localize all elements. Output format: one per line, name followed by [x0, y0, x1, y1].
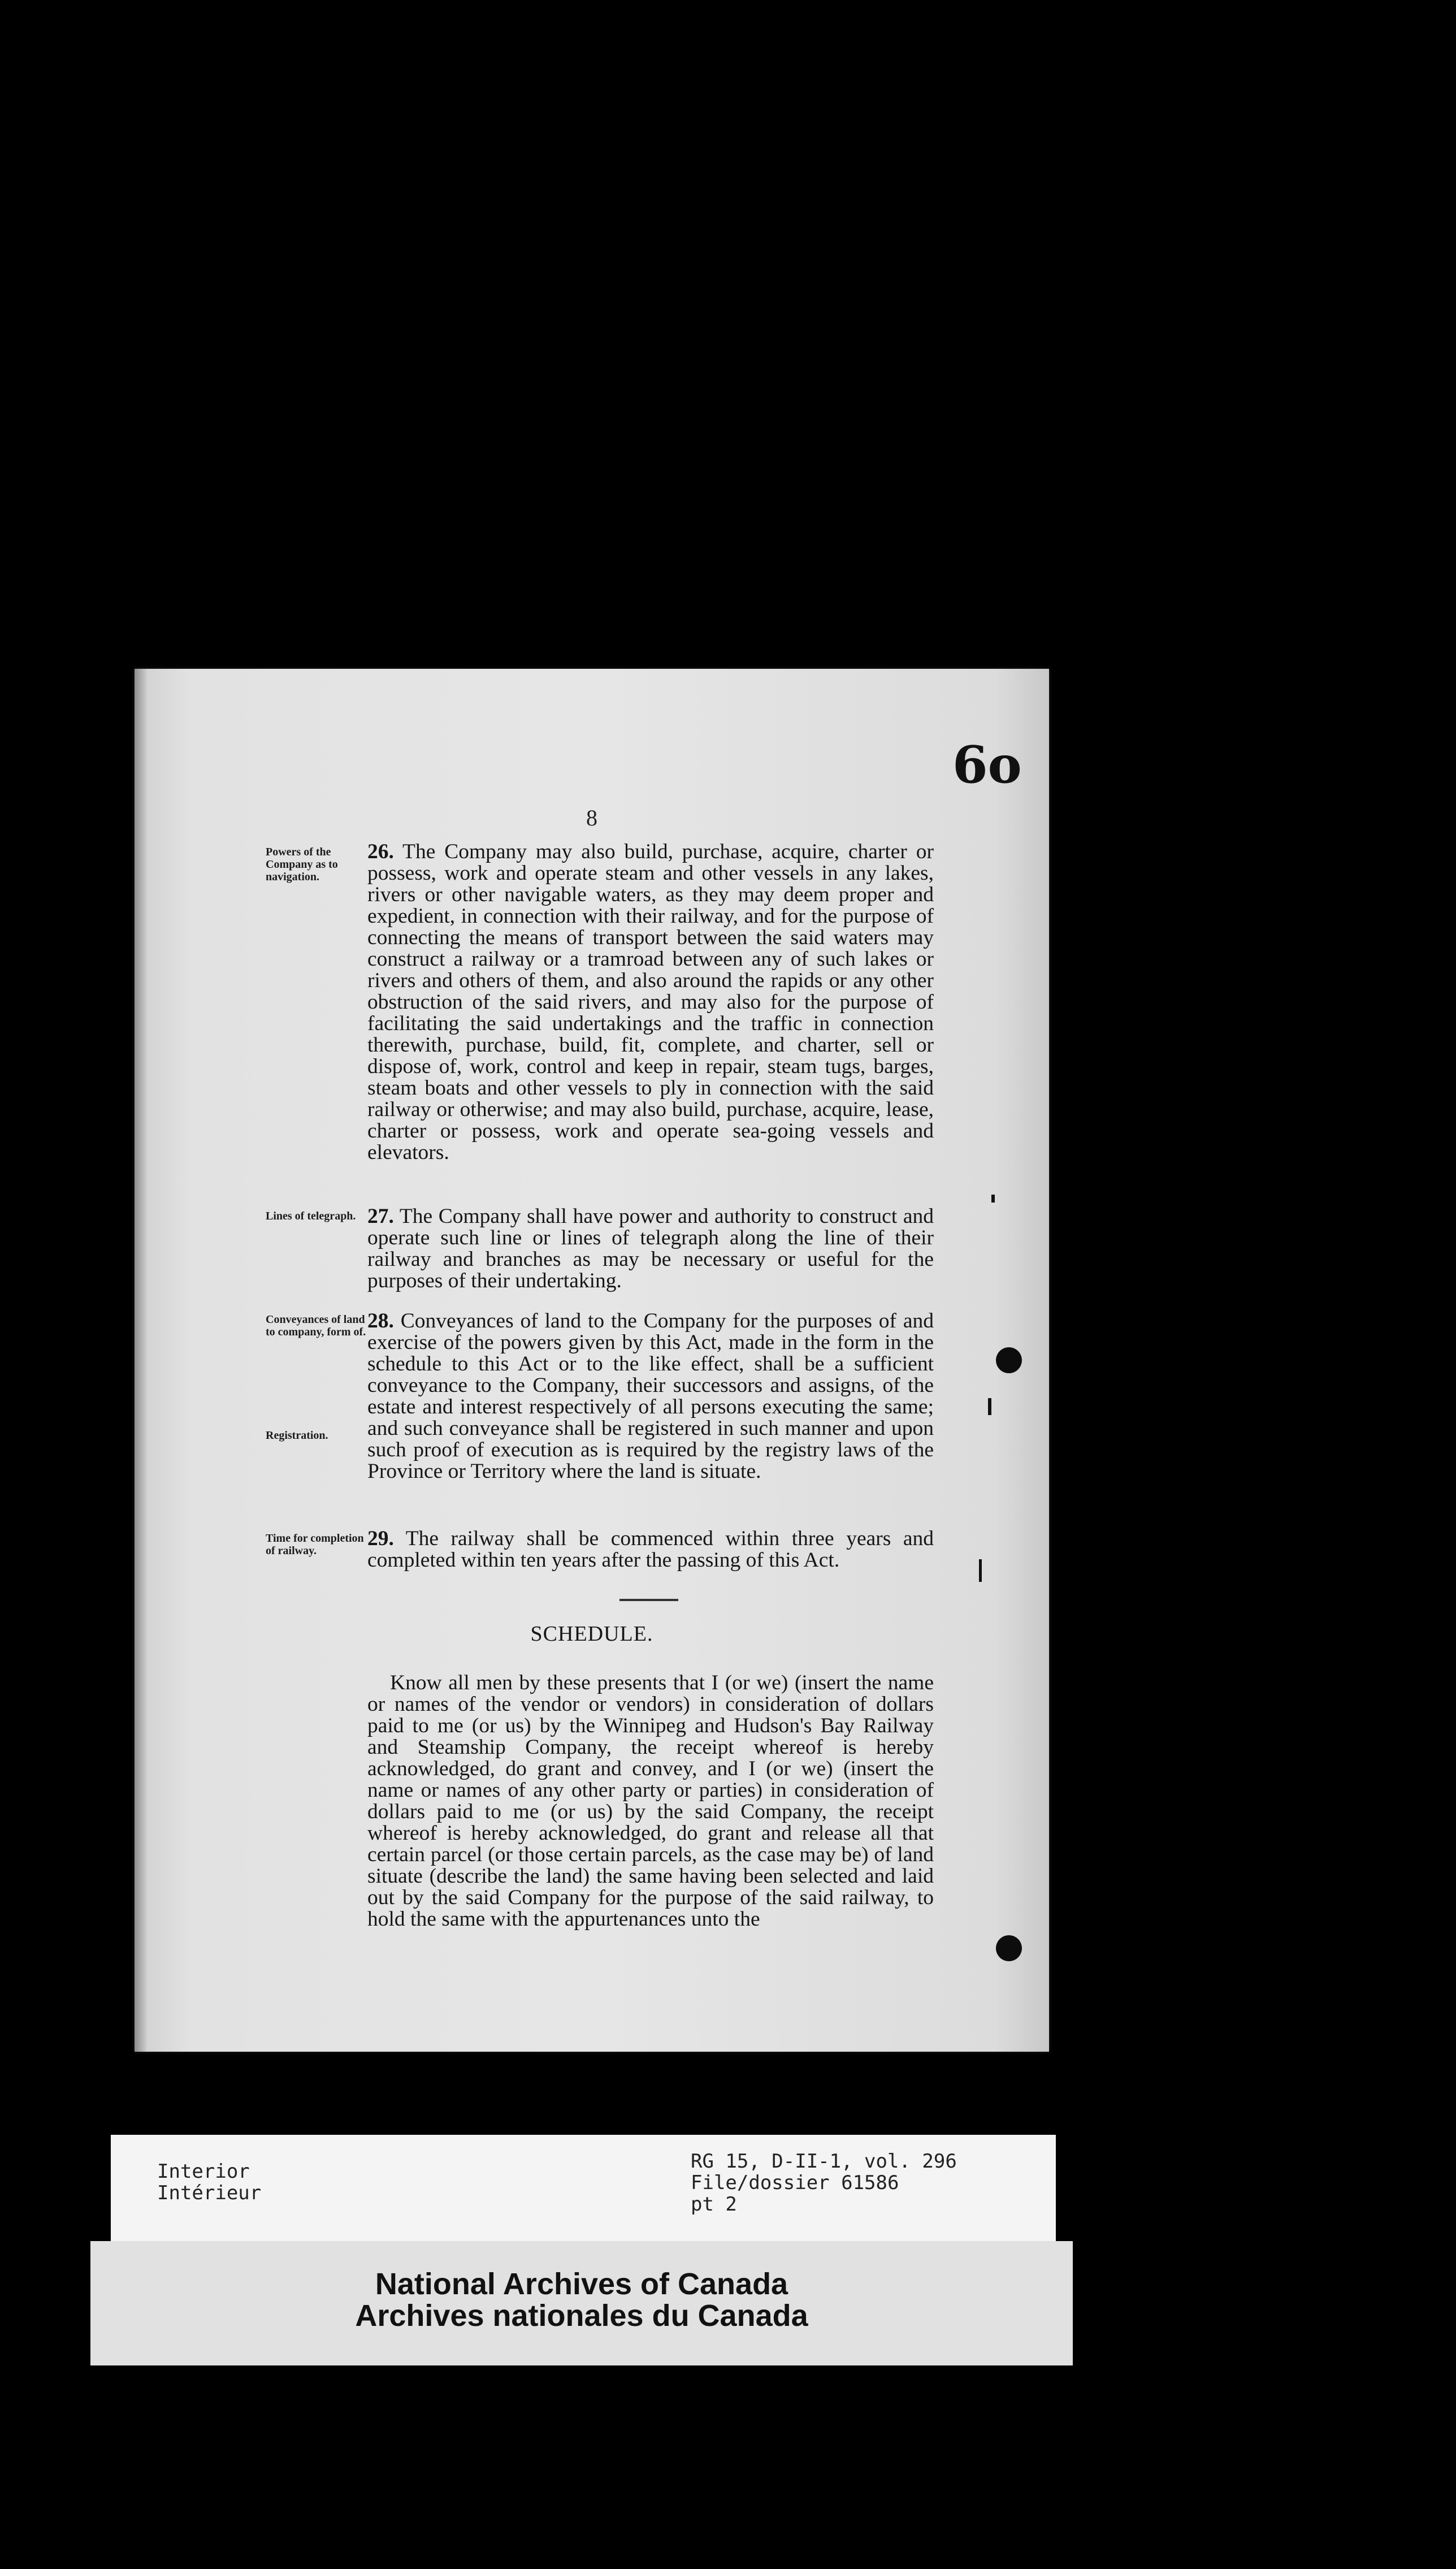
- punch-hole: [996, 1347, 1022, 1373]
- ref-line-3: pt 2: [691, 2193, 737, 2216]
- section-text: The Company shall have power and authority to construct and operate such line or lines of telegraph along the line of their railway and branches as may be necessary or useful for the purposes of their undertaking.: [367, 1205, 934, 1292]
- page-number: 8: [586, 805, 597, 831]
- archive-name-fr: Archives nationales du Canada: [355, 2299, 808, 2333]
- department-label: [157, 2161, 261, 2204]
- section-text: The Company may also build, purchase, acquire, charter or possess, work and operate steam and other vessels in any lakes, rivers or other navigable waters, as they may deem proper and expedient, in connection with their railway, and for the purpose of connecting the means of transport between the said waters may construct a railway or a tramroad between any of such lakes or rivers and others of them, and also around the rapids or any other obstruction of the said rivers, and may also for the purpose of facilitating the said undertakings and the traffic in connection therewith, purchase, build, fit, complete, and charter, sell or dispose of, work, control and keep in repair, steam tugs, barges, steam boats and other vessels to ply in connection with the said railway or otherwise; and may also build, purchase, acquire, lease, charter or possess, work and operate sea-going vessels and elevators.: [367, 840, 934, 1164]
- ref-line-1: RG 15, D-II-1, vol. 296: [691, 2150, 957, 2173]
- section-28: [367, 1311, 934, 1482]
- section-number: 27.: [367, 1205, 394, 1228]
- schedule-text: Know all men by these presents that I (or we) (insert the name or names of the vendor or vendors) in consideration of dollars paid to me (or us) by the Winnipeg and Hudson's Bay Railway and Steamship Company, the receipt whereof is hereby acknowledged, do grant and convey, and I (or we) (insert the name or names of any other party or parties) in consideration of dollars paid to me (or us) by the said Company, the receipt whereof is hereby acknowledged, do grant and release all that certain parcel (or those certain parcels, as the case may be) of land situate (describe the land) the same having been selected and laid out by the said Company for the purpose of the said railway, to hold the same with the appurtenances unto the: [367, 1671, 934, 1931]
- margin-note-registration: Registration.: [266, 1429, 328, 1442]
- speck: [991, 1195, 995, 1203]
- reference-label: [691, 2151, 957, 2215]
- page-edge: [135, 669, 147, 2052]
- section-divider: [619, 1599, 678, 1601]
- document-page: [135, 669, 1049, 2052]
- margin-note-completion: Time for completion of railway.: [266, 1532, 364, 1557]
- archive-reference-label: [111, 2135, 1056, 2248]
- margin-note-navigation: Powers of the Company as to navigation.: [266, 846, 338, 883]
- section-29: [367, 1528, 934, 1571]
- section-27: [367, 1206, 934, 1292]
- archive-banner: [90, 2241, 1073, 2365]
- section-text: The railway shall be commenced within three years and completed within ten years after the passing of this Act.: [367, 1527, 934, 1572]
- ref-line-2: File/dossier 61586: [691, 2172, 899, 2194]
- archive-banner-text: [90, 2268, 1073, 2332]
- section-26: [367, 841, 934, 1164]
- punch-hole: [996, 1935, 1022, 1961]
- archive-name-en: National Archives of Canada: [375, 2267, 788, 2301]
- speck: [979, 1559, 982, 1582]
- folio-mark: 6o: [952, 735, 1022, 795]
- section-number: 28.: [367, 1309, 394, 1333]
- dept-en: Interior: [157, 2160, 250, 2183]
- section-number: 29.: [367, 1527, 394, 1550]
- dept-fr: Intérieur: [157, 2182, 262, 2204]
- section-text: Conveyances of land to the Company for the purposes of and exercise of the powers given by this Act, made in the form in the schedule to this Act or to the like effect, shall be a sufficient conveyance to the Company, their successors and assigns, of the estate and interest respectively of all persons executing the same; and such conveyance shall be registered in such manner and upon such proof of execution as is required by the registry laws of the Province or Territory where the land is situate.: [367, 1309, 934, 1483]
- speck: [988, 1398, 991, 1415]
- margin-note-conveyances: Conveyances of land to company, form of.: [266, 1313, 366, 1338]
- margin-note-telegraph: Lines of telegraph.: [266, 1210, 356, 1222]
- section-number: 26.: [367, 840, 394, 863]
- schedule-title: SCHEDULE.: [530, 1622, 653, 1646]
